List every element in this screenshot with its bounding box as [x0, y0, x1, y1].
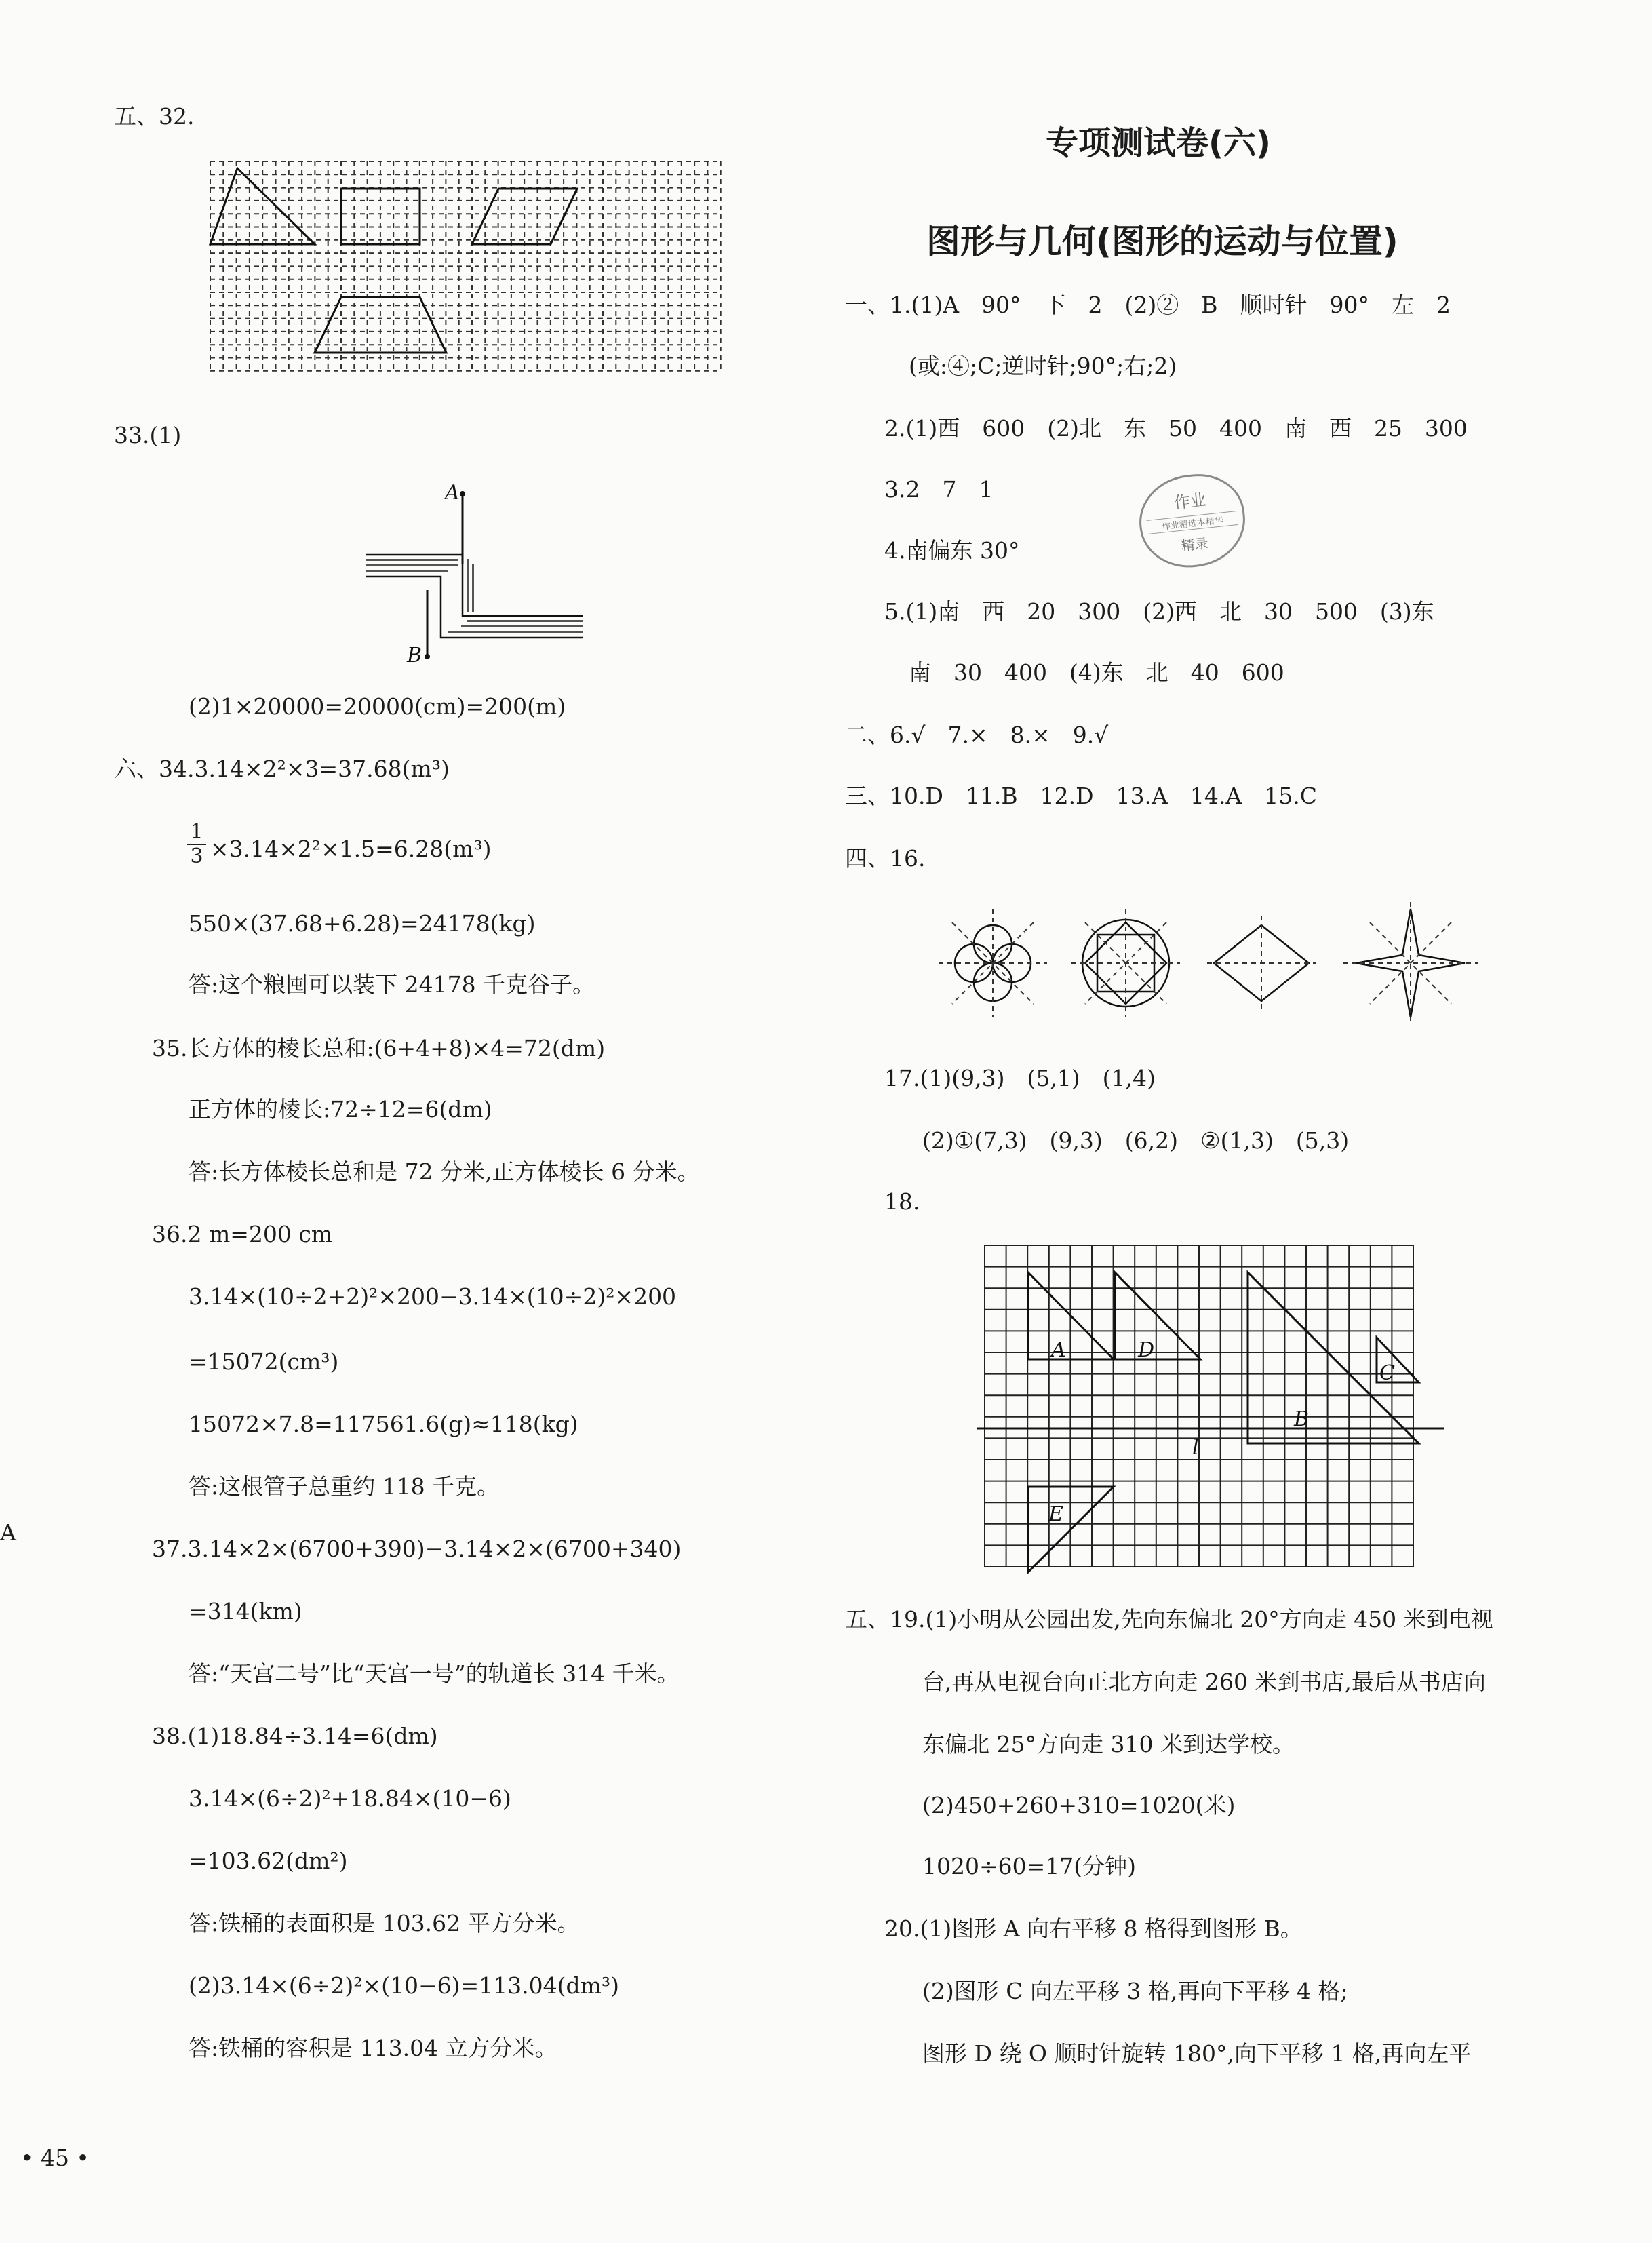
r-q1-line2: (或:④;C;逆时针;90°;右;2) — [909, 353, 1177, 379]
q36-line3: =15072(cm³) — [189, 1348, 339, 1375]
q34-line2: ×3.14×2²×1.5=6.28(m³) — [210, 836, 492, 862]
grid-label-b: B — [1294, 1407, 1310, 1431]
r-q20-line1: 20.(1)图形 A 向右平移 8 格得到图形 B。 — [884, 1915, 1303, 1942]
q32-label: 五、32. — [114, 103, 195, 130]
q33-map-figure — [359, 475, 604, 671]
r-q20-line2: (2)图形 C 向左平移 3 格,再向下平移 4 格; — [922, 1978, 1348, 2004]
q34-line3: 550×(37.68+6.28)=24178(kg) — [189, 910, 536, 937]
r-q19-line2: 台,再从电视台向正北方向走 260 米到书店,最后从书店向 — [922, 1669, 1486, 1695]
r-q4: 4.南偏东 30° — [884, 537, 1020, 564]
homework-stamp: 作业 作业精选本精华 精录 — [1135, 469, 1249, 572]
q16-figure-four-circles — [939, 909, 1047, 1017]
q34-fraction: 1 3 — [187, 822, 206, 867]
section-title: 专项测试卷(六) — [1046, 124, 1271, 162]
q38-line2: 3.14×(6÷2)²+18.84×(10−6) — [189, 1785, 511, 1812]
grid-label-e: E — [1048, 1502, 1063, 1526]
r-q17-line2: (2)①(7,3) (9,3) (6,2) ②(1,3) (5,3) — [922, 1127, 1350, 1154]
q36-line2: 3.14×(10÷2+2)²×200−3.14×(10÷2)²×200 — [189, 1283, 677, 1310]
q16-figure-circle-square — [1071, 909, 1180, 1017]
q34-line1: 六、34.3.14×2²×3=37.68(m³) — [114, 756, 450, 782]
q38-line3: =103.62(dm²) — [189, 1848, 348, 1874]
q16-figure-rhombus — [1207, 916, 1316, 1011]
shape-d — [1115, 1272, 1200, 1359]
r-q19-line4: (2)450+260+310=1020(米) — [922, 1792, 1236, 1818]
r-q5-line2: 南 30 400 (4)东 北 40 600 — [909, 659, 1284, 686]
shape-b — [1248, 1272, 1419, 1443]
map-point-b: B — [407, 644, 422, 667]
r-q19-line3: 东偏北 25°方向走 310 米到达学校。 — [922, 1731, 1295, 1757]
q18-grid-figure — [977, 1245, 1451, 1578]
q16-figures — [936, 902, 1533, 1024]
r-q5-line1: 5.(1)南 西 20 300 (2)西 北 30 500 (3)东 — [884, 598, 1434, 625]
grid-label-l: l — [1192, 1436, 1199, 1460]
q35-answer: 答:长方体棱长总和是 72 分米,正方体棱长 6 分米。 — [189, 1158, 700, 1185]
q35-line1: 35.长方体的棱长总和:(6+4+8)×4=72(dm) — [152, 1035, 606, 1061]
q38-line4: (2)3.14×(6÷2)²×(10−6)=113.04(dm³) — [189, 1972, 620, 1999]
r-q20-line3: 图形 D 绕 O 顺时针旋转 180°,向下平移 1 格,再向左平 — [922, 2040, 1472, 2067]
r-q1-line1: 一、1.(1)A 90° 下 2 (2)② B 顺时针 90° 左 2 — [845, 292, 1451, 318]
q37-line2: =314(km) — [189, 1598, 302, 1624]
r-q18: 18. — [884, 1188, 920, 1215]
q36-line4: 15072×7.8=117561.6(g)≈118(kg) — [189, 1411, 578, 1437]
q38-answer2: 答:铁桶的容积是 113.04 立方分米。 — [189, 2035, 557, 2061]
grid-label-a: A — [1051, 1338, 1066, 1362]
margin-mark: A — [0, 1519, 16, 1546]
q38-answer1: 答:铁桶的表面积是 103.62 平方分米。 — [189, 1910, 580, 1936]
grid-label-c: C — [1379, 1361, 1395, 1385]
q36-answer: 答:这根管子总重约 118 千克。 — [189, 1473, 500, 1500]
q32-grid-figure — [210, 161, 739, 383]
r-q3: 3.2 7 1 — [884, 476, 994, 503]
q16-figure-star — [1343, 902, 1478, 1024]
r-q17-line1: 17.(1)(9,3) (5,1) (1,4) — [884, 1065, 1156, 1091]
r-sec4: 四、16. — [845, 845, 926, 872]
section-subtitle: 图形与几何(图形的运动与位置) — [926, 222, 1398, 261]
q37-answer: 答:“天宫二号”比“天宫一号”的轨道长 314 千米。 — [189, 1660, 680, 1687]
q37-line1: 37.3.14×2×(6700+390)−3.14×2×(6700+340) — [152, 1536, 682, 1562]
r-sec3: 三、10.D 11.B 12.D 13.A 14.A 15.C — [845, 783, 1317, 809]
page-number: • 45 • — [20, 2145, 90, 2171]
map-point-a: A — [445, 481, 460, 505]
q34-answer: 答:这个粮囤可以装下 24178 千克谷子。 — [189, 971, 595, 998]
q35-line2: 正方体的棱长:72÷12=6(dm) — [189, 1096, 492, 1123]
q38-line1: 38.(1)18.84÷3.14=6(dm) — [152, 1723, 438, 1749]
q33-answer: (2)1×20000=20000(cm)=200(m) — [189, 693, 566, 720]
q33-label: 33.(1) — [114, 422, 182, 448]
r-sec2: 二、6.√ 7.× 8.× 9.√ — [845, 722, 1109, 748]
r-q19-line1: 五、19.(1)小明从公园出发,先向东偏北 20°方向走 450 米到电视 — [845, 1606, 1493, 1633]
q36-line1: 36.2 m=200 cm — [152, 1221, 333, 1247]
grid-label-d: D — [1138, 1338, 1155, 1362]
r-q19-line5: 1020÷60=17(分钟) — [922, 1853, 1137, 1879]
r-q2: 2.(1)西 600 (2)北 东 50 400 南 西 25 300 — [884, 415, 1468, 442]
